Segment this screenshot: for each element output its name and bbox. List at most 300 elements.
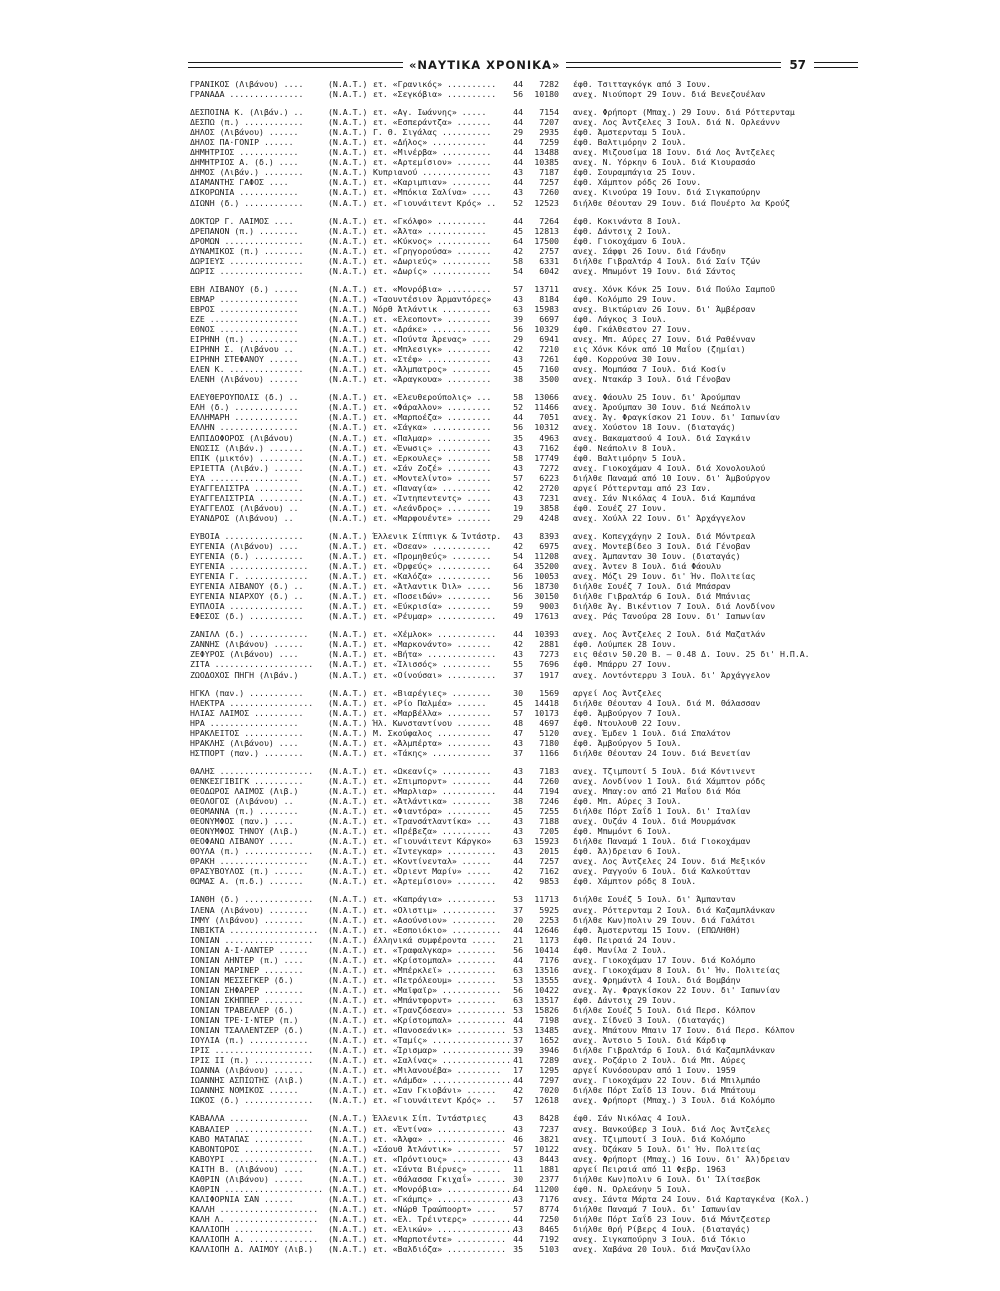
tonnage: 13711: [534, 283, 559, 294]
column-gap: [559, 581, 573, 591]
flag: (Ν.Α.Τ.): [328, 669, 368, 680]
tonnage: 13517: [534, 994, 559, 1005]
ship-name: ΙΟΝΙΑΝ ΜΕΣΣΕΓΚΕΡ (δ.): [190, 974, 294, 985]
column-gap: [559, 551, 573, 561]
flag: (Ν.Α.Τ.): [328, 265, 368, 276]
built-year: 35: [513, 432, 523, 443]
owner: ετ. «Εσποιόκιο» ..........: [373, 924, 502, 935]
movement: διήλθε Άγ. Βικέντιον 7 Ιουλ. διά Λονδίνον: [573, 601, 776, 612]
ship-group: [190, 107, 850, 207]
built-year: 44: [513, 856, 523, 867]
column-gap: [559, 670, 573, 680]
page-header: [188, 58, 858, 72]
ship-name: ΕΛΠΙΔΟΦΟΡΟΣ (Λιβάνου): [190, 432, 294, 443]
table-row: [190, 226, 850, 236]
table-row: [190, 905, 850, 915]
owner: ετ. «Κρίστομπαλ» ..........: [373, 1015, 507, 1026]
flag: (Ν.Α.Τ.): [328, 530, 368, 541]
table-row: [190, 816, 850, 826]
ship-name: ΚΑΒΑΛΛΑ ................: [190, 1113, 309, 1124]
tonnage: 7255: [539, 806, 559, 817]
movement: ανεχ. Φρημάντλ 4 Ιουλ. διά Βομβάην: [573, 974, 741, 985]
built-year: 56: [513, 422, 523, 433]
flag: (Ν.Α.Τ.): [328, 816, 368, 827]
built-year: 43: [513, 530, 523, 541]
column-gap: [559, 256, 573, 266]
column-gap: [559, 611, 573, 621]
owner: ετ. «Όσεαν» ............: [373, 540, 492, 551]
owner: ετ. «Δράκε» ............: [373, 324, 492, 335]
owner: ετ. «Μπλεσιγκ» .........: [373, 344, 492, 355]
table-row: [190, 1214, 850, 1224]
page-number: 57: [789, 58, 807, 72]
built-year: 45: [513, 806, 523, 817]
table-row: [190, 374, 850, 384]
column-gap: [559, 1224, 573, 1234]
column-gap: [559, 354, 573, 364]
built-year: 53: [513, 974, 523, 985]
movement: ανεχ. Λος Άντζελες 24 Ιουν. διά Μεξικόν: [573, 856, 766, 867]
owner: Κυπριανού ..............: [373, 167, 492, 178]
movement: ανεχ. Άντεν 8 Ιουλ. διά Φάουλυ: [573, 561, 721, 572]
flag: (Ν.Α.Τ.): [328, 1123, 368, 1134]
ship-name: ΔΩΡΙΣ .................: [190, 265, 304, 276]
movement: ανεχ. Σίδνεϋ 3 Ιουλ. (διαταγάς): [573, 1015, 726, 1026]
ship-name: ΔΥΝΑΜΙΚΟΣ (π.) ........: [190, 245, 304, 256]
owner: ετ. «Παναγία» ..........: [373, 482, 492, 493]
owner: ετ. «Κοντίνενταλ» ......: [373, 856, 492, 867]
column-gap: [559, 816, 573, 826]
movement: ανεχ. Λονδίνον 1 Ιουλ. διά Χάμπτον ρόδς: [573, 775, 766, 786]
owner: ετ. «Γρανικός» ..........: [373, 79, 497, 89]
ship-name: ΘΕΟΛΟΓΟΣ (Λιβάνου) ..: [190, 796, 294, 807]
tonnage: 8465: [539, 1223, 559, 1234]
ship-name: ΔΙΑΜΑΝΤΗΣ ΓΑΦΟΣ ....: [190, 177, 289, 188]
built-year: 63: [513, 964, 523, 975]
built-year: 58: [513, 452, 523, 463]
column-gap: [559, 786, 573, 796]
owner: ετ. «Πετρόλεουμ» ........: [373, 974, 497, 985]
table-row: [190, 246, 850, 256]
tonnage: 7198: [539, 1015, 559, 1026]
ship-name: ΔΙΚΟΡΩΝΙΑ ............: [190, 187, 299, 198]
ship-name: ΘΩΜΑΣ Α. (π.δ.) .......: [190, 876, 304, 887]
ship-name: ΔΡΟΜΩΝ ................: [190, 235, 304, 246]
flag: (Ν.Α.Τ.): [328, 89, 368, 100]
movement: διήλθε Θρή Ρίβερς 4 Ιουλ. (διαταγάς): [573, 1223, 751, 1234]
flag: (Ν.Α.Τ.): [328, 344, 368, 355]
owner: ετ. «Ελικών» ................: [373, 1223, 516, 1234]
table-row: [190, 79, 850, 89]
column-gap: [559, 1124, 573, 1134]
flag: (Ν.Α.Τ.): [328, 1203, 368, 1214]
movement: έφθ. Γιοκοχάμαν 6 Ιουλ.: [573, 235, 687, 246]
owner: ετ. «Ερκουλες» .........: [373, 452, 492, 463]
table-row: [190, 611, 850, 621]
movement: διήλθε Θέουταν 24 Ιουν. διά Βενετίαν: [573, 747, 751, 758]
column-gap: [559, 374, 573, 384]
flag: (Ν.Α.Τ.): [328, 1234, 368, 1245]
ship-name: ΕΒΡΟΣ ................: [190, 303, 299, 314]
ship-name: ΚΑΛΙΦΟΡΝΙΑ ΣΑΝ ......: [190, 1193, 294, 1204]
tonnage: 11466: [534, 402, 559, 413]
table-row: [190, 473, 850, 483]
ship-name: ΖΩΟΔΟΧΟΣ ΠΗΓΗ (Λιβάν.): [190, 669, 299, 680]
table-row: [190, 354, 850, 364]
flag: (Ν.Α.Τ.): [328, 147, 368, 158]
column-gap: [559, 1035, 573, 1045]
ship-name: ΘΕΟΜΑΝΝΑ (π.) ........: [190, 806, 299, 817]
owner: ετ. «Σάγκα» ............: [373, 422, 492, 433]
owner: ετ. «Καλόζα» ...........: [373, 571, 492, 582]
movement: έφθ. Δάντσιχ 29 Ιουν.: [573, 994, 677, 1005]
ship-name: ΕΥΓΕΝΙΑ Γ. .............: [190, 571, 309, 582]
flag: (Ν.Α.Τ.): [328, 1153, 368, 1164]
table-row: [190, 294, 850, 304]
tonnage: 2253: [539, 914, 559, 925]
tonnage: 13066: [534, 392, 559, 403]
ship-name: ΘΕΟΝΥΜΦΟΣ ΤΗΝΟΥ (Λιβ.): [190, 826, 299, 837]
ship-group: [190, 688, 850, 758]
column-gap: [559, 1005, 573, 1015]
movement: έφθ. Δάντσιχ 2 Ιουλ.: [573, 225, 672, 236]
column-gap: [559, 955, 573, 965]
owner: ετ. «Ασούνσιον» .........: [373, 914, 497, 925]
flag: (Ν.Α.Τ.): [328, 187, 368, 198]
flag: (Ν.Α.Τ.): [328, 324, 368, 335]
built-year: 44: [513, 629, 523, 640]
built-year: 57: [513, 1095, 523, 1106]
ship-group: [190, 531, 850, 621]
column-gap: [559, 216, 573, 226]
owner: ετ. «Καπράγια» ..........: [373, 894, 497, 905]
owner: Έλλενικ Σίπ. Ίντάστριες: [373, 1113, 487, 1124]
ship-name: ΙΟΝΙΑΝ ΣΚΗΠΠΕΡ ........: [190, 994, 304, 1005]
column-gap: [559, 571, 573, 581]
movement: διήλθε Θέουταν 29 Ιουν. διά Πουέρτο λα Κρούζ: [573, 197, 790, 208]
movement: ανεχ. Άγ. Φραγκίσκον 22 Ιουν. δι' Ιαπωνίαν: [573, 984, 781, 995]
flag: (Ν.Α.Τ.): [328, 974, 368, 985]
tonnage: 7260: [539, 187, 559, 198]
table-row: [190, 1134, 850, 1144]
movement: διήλθε Παναμά 1 Ιουλ. διά Γιοκοχάμαν: [573, 836, 751, 847]
built-year: 42: [513, 876, 523, 887]
tonnage: 15923: [534, 836, 559, 847]
built-year: 39: [513, 1045, 523, 1056]
movement: ανεχ. Άγ. Φραγκίσκον 21 Ιουν. δι' Ιαπωνίαν: [573, 412, 781, 423]
movement: διήλθε Σουέζ 7 Ιουλ. διά Μπάσραν: [573, 581, 731, 592]
movement: έφθ. Βαλτιμόρην 2 Ιουλ.: [573, 137, 687, 148]
column-gap: [559, 1184, 573, 1194]
owner: ετ. «Προμηθεύς» ........: [373, 551, 492, 562]
tonnage: 14418: [534, 697, 559, 708]
table-row: [190, 531, 850, 541]
tonnage: 7264: [539, 215, 559, 226]
owner: ετ. «Παλμαρ» ...........: [373, 432, 492, 443]
flag: (Ν.Α.Τ.): [328, 994, 368, 1005]
movement: ανεχ. Μπάτουν Μπαιν 17 Ιουν. διά Περσ. Κόλπον: [573, 1025, 795, 1036]
owner: ετ. «Άραγκουα» .........: [373, 374, 492, 385]
column-gap: [559, 493, 573, 503]
movement: ανεχ. Σιγκαπούρην 3 Ιουλ. διά Τόκιο: [573, 1234, 746, 1245]
movement: αργεί Ρόττερνταμ από 23 Ιαν.: [573, 482, 712, 493]
ship-name: ΓΡΑΝΙΚΟΣ (Λιβάνου) ....: [190, 79, 304, 89]
movement: έφθ. Νεάπολιν 8 Ιουλ.: [573, 442, 677, 453]
column-gap: [559, 334, 573, 344]
ship-name: ΚΑΒΟ ΜΑΤΑΠΑΣ ..........: [190, 1133, 304, 1144]
tonnage: 7188: [539, 816, 559, 827]
ship-name: ΔΗΜΗΤΡΙΟΣ Α. (δ.) ....: [190, 157, 299, 168]
movement: έφθ. Χάμπτον ρόδς 26 Ιουν.: [573, 177, 702, 188]
table-row: [190, 738, 850, 748]
built-year: 58: [513, 392, 523, 403]
column-gap: [559, 591, 573, 601]
owner: ετ. «Νώρθ Τραώποορτ» ....: [373, 1203, 497, 1214]
column-gap: [559, 1144, 573, 1154]
flag: (Ν.Α.Τ.): [328, 904, 368, 915]
column-gap: [559, 629, 573, 639]
tonnage: 7297: [539, 1075, 559, 1086]
built-year: 43: [513, 187, 523, 198]
flag: (Ν.Α.Τ.): [328, 727, 368, 738]
tonnage: 7020: [539, 1085, 559, 1096]
table-row: [190, 167, 850, 177]
flag: (Ν.Α.Τ.): [328, 687, 368, 698]
owner: ετ. «Ποσειδών» .........: [373, 591, 492, 602]
built-year: 44: [513, 117, 523, 128]
tonnage: 7176: [539, 1193, 559, 1204]
table-row: [190, 894, 850, 904]
movement: έφθ. Άμβούργον 5 Ιουλ.: [573, 737, 682, 748]
movement: ανεχ. Ροζάριο 2 Ιουλ. διά Μπ. Αύρες: [573, 1055, 746, 1066]
flag: (Ν.Α.Τ.): [328, 629, 368, 640]
ship-name: ΕΥΑΓΓΕΛΟΣ (Λιβάνου) ..: [190, 502, 299, 513]
movement: ανεχ. Νιούπορτ 29 Ιουν. διά Βενεζουέλαν: [573, 89, 766, 100]
column-gap: [559, 1214, 573, 1224]
flag: (Ν.Α.Τ.): [328, 512, 368, 523]
column-gap: [559, 473, 573, 483]
table-row: [190, 1124, 850, 1134]
built-year: 56: [513, 591, 523, 602]
table-row: [190, 670, 850, 680]
flag: (Ν.Α.Τ.): [328, 1143, 368, 1154]
ship-name: ΕΛΛΗΜΑΡΗ .............: [190, 412, 299, 423]
movement: ανεχ. Σάφφι 26 Ιουν. διά Γάνδην: [573, 245, 726, 256]
tonnage: 7231: [539, 492, 559, 503]
built-year: 42: [513, 639, 523, 650]
tonnage: 6975: [539, 540, 559, 551]
movement: έφθ. Χάμπτον ρόδς 8 Ιουλ.: [573, 876, 697, 887]
tonnage: 7273: [539, 649, 559, 660]
tonnage: 10329: [534, 324, 559, 335]
tonnage: 7289: [539, 1055, 559, 1066]
tonnage: 1173: [539, 934, 559, 945]
table-row: [190, 925, 850, 935]
table-row: [190, 107, 850, 117]
flag: (Ν.Α.Τ.): [328, 197, 368, 208]
flag: (Ν.Α.Τ.): [328, 659, 368, 670]
column-gap: [559, 995, 573, 1005]
built-year: 43: [513, 1223, 523, 1234]
tonnage: 9853: [539, 876, 559, 887]
owner: έλληνικά συμφέροντα .....: [373, 934, 497, 945]
column-gap: [559, 147, 573, 157]
built-year: 43: [513, 765, 523, 776]
movement: ανεχ. Έμδεν 1 Ιουλ. διά Σπαλάτον: [573, 727, 731, 738]
movement: ανεχ. Τζιμπουτί 3 Ιουλ. διά Κολόμπο: [573, 1133, 746, 1144]
tonnage: 1569: [539, 687, 559, 698]
tonnage: 7210: [539, 344, 559, 355]
table-row: [190, 412, 850, 422]
built-year: 53: [513, 1004, 523, 1015]
ship-name: ΔΟΚΤΩΡ Γ. ΛΑΙΜΟΣ ....: [190, 215, 294, 226]
built-year: 43: [513, 737, 523, 748]
flag: (Ν.Α.Τ.): [328, 639, 368, 650]
owner: ετ. «Πρέβεζα» ..........: [373, 826, 492, 837]
ship-name: ΓΡΑΝΑΔΑ ...............: [190, 89, 304, 100]
movement: αργεί Κυνόσουραν από 1 Ιουν. 1959: [573, 1065, 736, 1076]
tonnage: 30150: [534, 591, 559, 602]
ship-name: ΔΗΛΟΣ (Λιβάνου) ......: [190, 127, 299, 138]
built-year: 44: [513, 215, 523, 226]
column-gap: [559, 806, 573, 816]
tonnage: 7183: [539, 765, 559, 776]
movement: ανεχ. Ράς Τανούρα 28 Ιουν. δι' Ιαπωνίαν: [573, 611, 766, 622]
owner: ετ. «Έντίνα» ..............: [373, 1123, 507, 1134]
column-gap: [559, 935, 573, 945]
column-gap: [559, 157, 573, 167]
tonnage: 6697: [539, 313, 559, 324]
column-gap: [559, 561, 573, 571]
flag: (Ν.Α.Τ.): [328, 412, 368, 423]
ship-name: ΕΥΓΕΝΙΑ (Λιβάνου) ....: [190, 540, 299, 551]
built-year: 57: [513, 283, 523, 294]
table-row: [190, 1045, 850, 1055]
tonnage: 7192: [539, 1234, 559, 1245]
tonnage: 7259: [539, 137, 559, 148]
table-row: [190, 551, 850, 561]
table-row: [190, 1244, 850, 1254]
tonnage: 18730: [534, 581, 559, 592]
ship-name: ΚΑΘΡΙΝ (Λιβάνου) ......: [190, 1173, 304, 1184]
column-gap: [559, 1065, 573, 1075]
owner: ετ. «Άλμπέρτα» .........: [373, 737, 492, 748]
tonnage: 11200: [534, 1183, 559, 1194]
column-gap: [559, 107, 573, 117]
table-row: [190, 1164, 850, 1174]
tonnage: 2377: [539, 1173, 559, 1184]
ship-name: ΚΑΒΟΥΡΙ ..................: [190, 1153, 319, 1164]
ship-name: ΖΑΝΙΛΛ (δ.) ............: [190, 629, 309, 640]
table-row: [190, 796, 850, 806]
table-row: [190, 659, 850, 669]
flag: (Ν.Α.Τ.): [328, 796, 368, 807]
ship-group: [190, 1113, 850, 1254]
movement: έφθ. Άμβούργον 7 Ιουλ.: [573, 707, 682, 718]
movement: έφθ. Κολόμπο 29 Ιουν.: [573, 293, 677, 304]
ship-name: ΘΟΥΛΑ (π.) ..............: [190, 846, 314, 857]
table-row: [190, 187, 850, 197]
flag: (Ν.Α.Τ.): [328, 157, 368, 168]
built-year: 43: [513, 293, 523, 304]
table-row: [190, 266, 850, 276]
built-year: 43: [513, 1113, 523, 1124]
built-year: 43: [513, 816, 523, 827]
tonnage: 10312: [534, 422, 559, 433]
owner: ετ. «Μπάντφορντ» ........: [373, 994, 497, 1005]
movement: έφθ. Πειραιά 24 Ιουν.: [573, 934, 677, 945]
built-year: 42: [513, 482, 523, 493]
movement: ανεχ. Όζάκαν 5 Ιουλ. δι' Ήν. Πολιτείας: [573, 1143, 761, 1154]
owner: ετ. «Αγ. Ιωάννης» .....: [373, 107, 487, 118]
built-year: 56: [513, 581, 523, 592]
tonnage: 10422: [534, 984, 559, 995]
table-row: [190, 483, 850, 493]
flag: (Ν.Α.Τ.): [328, 591, 368, 602]
ship-name: ΕΛΗ (δ.) .............: [190, 402, 299, 413]
built-year: 37: [513, 904, 523, 915]
tonnage: 1166: [539, 747, 559, 758]
built-year: 37: [513, 1035, 523, 1046]
built-year: 44: [513, 147, 523, 158]
table-row: [190, 177, 850, 187]
movement: ανεχ. Μομπάσα 7 Ιουλ. διά Κοσίν: [573, 364, 726, 375]
flag: (Ν.Α.Τ.): [328, 225, 368, 236]
column-gap: [559, 324, 573, 334]
tonnage: 13555: [534, 974, 559, 985]
owner: ετ. «Ίντεγκαρ» ..........: [373, 846, 497, 857]
owner: ετ. «Κρίστομπαλ» ........: [373, 954, 497, 965]
built-year: 39: [513, 313, 523, 324]
ship-group: [190, 766, 850, 887]
owner: ετ. «Τραφαλγκαρ» ........: [373, 944, 497, 955]
ship-name: ΕΥΑΓΓΕΛΙΣΤΡΙΑ .........: [190, 492, 304, 503]
column-gap: [559, 1075, 573, 1085]
ship-name: ΘΑΛΗΣ ...................: [190, 765, 314, 776]
owner: ετ. «Μαρποέζα» .........: [373, 412, 492, 423]
table-row: [190, 629, 850, 639]
movement: ανεχ. Λος Άντζελες 2 Ιουλ. διά Μαζατλάν: [573, 629, 766, 640]
movement: έφθ. Σουέζ 27 Ιουν.: [573, 502, 667, 513]
column-gap: [559, 187, 573, 197]
table-row: [190, 1204, 850, 1214]
movement: ανεχ. Άρούμπαν 30 Ιουν. διά Νεάπολιν: [573, 402, 751, 413]
owner: ετ. «Ελευθερούπολις» ...: [373, 392, 492, 403]
flag: (Ν.Α.Τ.): [328, 836, 368, 847]
built-year: 57: [513, 1203, 523, 1214]
ship-name: ΕΝΩΣΙΣ (Λιβάν.) .......: [190, 442, 304, 453]
owner: ετ. «Μαρκονάντο» .......: [373, 639, 492, 650]
tonnage: 13516: [534, 964, 559, 975]
tonnage: 5103: [539, 1244, 559, 1255]
flag: (Ν.Α.Τ.): [328, 313, 368, 324]
table-row: [190, 216, 850, 226]
flag: (Ν.Α.Τ.): [328, 551, 368, 562]
table-row: [190, 513, 850, 523]
table-row: [190, 137, 850, 147]
ship-name: ΗΡΑΚΛΗΣ (Λιβάνου) ....: [190, 737, 299, 748]
column-gap: [559, 945, 573, 955]
ship-name: ΕΥΓΕΝΙΑ ΛΙΒΑΝΟΥ (δ.) ..: [190, 581, 304, 592]
movement: έφθ. Μπ. Αύρες 3 Ιουλ.: [573, 796, 682, 807]
ship-name: ΕΙΡΗΝΗ (π.) ..........: [190, 334, 299, 345]
flag: (Ν.Α.Τ.): [328, 127, 368, 138]
table-row: [190, 422, 850, 432]
built-year: 56: [513, 944, 523, 955]
header-rule-right: [814, 62, 858, 68]
movement: ανεχ. Γιοκοχάμαν 17 Ιουν. διά Κολόμπο: [573, 954, 756, 965]
column-gap: [559, 503, 573, 513]
